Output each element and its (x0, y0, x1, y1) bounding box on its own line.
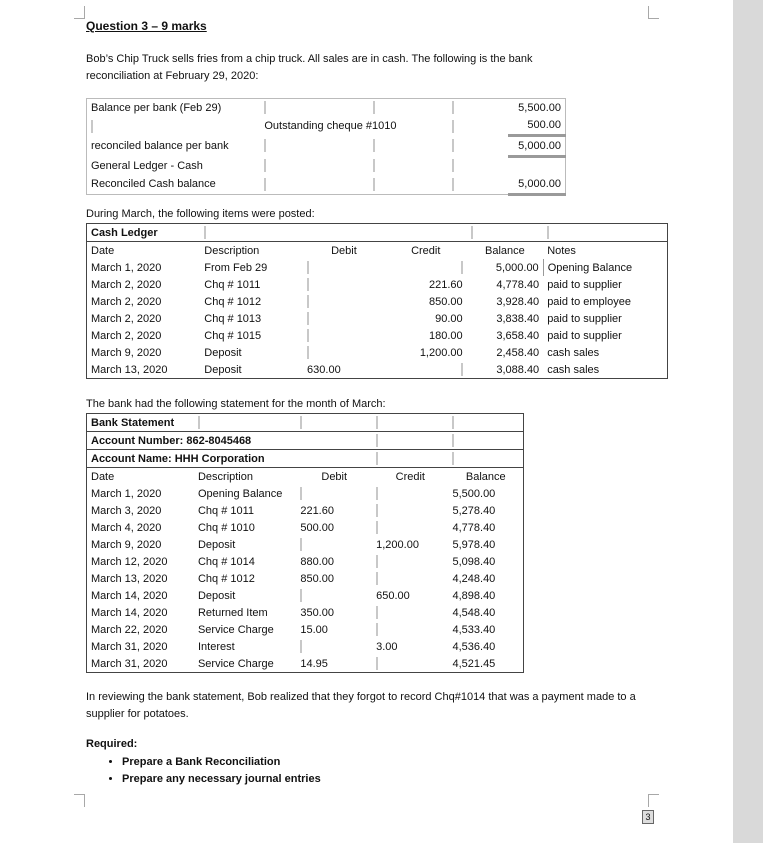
table-row (87, 450, 524, 468)
table-cell: cash sales (547, 346, 600, 359)
table-cell: 3,838.40 (496, 312, 540, 325)
table-cell: 2,458.40 (496, 346, 540, 359)
table-cell: 4,536.40 (452, 640, 496, 653)
rec-label (87, 117, 261, 136)
account-number: Account Number: 862-8045468 (91, 434, 252, 447)
rec-blank (369, 136, 449, 157)
table-cell: 4,548.40 (452, 606, 496, 619)
col-header: Description (204, 244, 260, 257)
table-cell (296, 587, 372, 604)
table-cell: 3,658.40 (496, 329, 540, 342)
table-cell: 5,500.00 (452, 487, 496, 500)
table-cell: 5,278.40 (452, 504, 496, 517)
account-name: Account Name: HHH Corporation (91, 452, 265, 465)
table-cell: Chq # 1014 (197, 555, 255, 568)
table-cell: 4,248.40 (452, 572, 496, 585)
table-cell (303, 327, 385, 344)
col-header: Debit (321, 470, 348, 483)
required-label: Required: (86, 738, 138, 750)
table-cell: 1,200.00 (419, 346, 463, 359)
rec-blank (448, 156, 508, 175)
rec-label: Reconciled Cash balance (91, 178, 216, 191)
table-row (87, 327, 668, 344)
col-header: Date (91, 244, 115, 257)
table-row (87, 117, 566, 136)
table-row (87, 553, 524, 570)
table-row (87, 621, 524, 638)
rec-blank (448, 117, 508, 136)
table-cell: March 31, 2020 (91, 657, 168, 670)
rec-amount: 5,000.00 (508, 136, 566, 157)
top-left-corner-mark (74, 6, 85, 19)
rec-middle (260, 156, 368, 175)
table-cell: 4,898.40 (452, 589, 496, 602)
table-cell: March 22, 2020 (91, 623, 168, 636)
table-cell (303, 293, 385, 310)
table-cell (303, 310, 385, 327)
table-cell: 1,200.00 (376, 538, 419, 551)
table-row (87, 604, 524, 621)
rec-blank (448, 99, 508, 117)
rec-label: reconciled balance per bank (91, 139, 229, 152)
table-cell: 850.00 (300, 572, 334, 585)
table-row (87, 519, 524, 536)
table-cell (296, 536, 372, 553)
table-cell: 3.00 (376, 640, 398, 653)
table-cell: paid to supplier (547, 312, 622, 325)
required-list (106, 754, 321, 788)
table-row (87, 570, 524, 587)
table-cell: March 2, 2020 (91, 278, 162, 291)
rec-middle (260, 175, 368, 194)
table-cell: Deposit (197, 538, 236, 551)
statement-title: Bank Statement (91, 416, 175, 429)
rec-blank (369, 99, 449, 117)
table-row (87, 99, 566, 117)
col-header: Credit (411, 244, 441, 257)
table-cell (303, 259, 385, 276)
bank-body (87, 485, 524, 673)
table-cell: Chq # 1012 (204, 295, 262, 308)
table-cell: Chq # 1010 (197, 521, 255, 534)
table-cell: 180.00 (428, 329, 463, 342)
table-cell: 500.00 (300, 521, 334, 534)
table-cell: paid to supplier (547, 329, 622, 342)
table-cell: Service Charge (197, 623, 274, 636)
rec-amount: 5,000.00 (508, 175, 566, 194)
bank-intro: The bank had the following statement for the month of March: (86, 398, 386, 410)
table-cell: Chq # 1011 (204, 278, 261, 291)
table-cell: cash sales (547, 363, 600, 376)
table-cell: paid to supplier (547, 278, 622, 291)
table-cell: 14.95 (300, 657, 328, 670)
table-cell (372, 519, 448, 536)
posted-intro: During March, the following items were posted: (86, 208, 315, 220)
table-header-row (87, 242, 668, 260)
table-row (87, 259, 668, 276)
table-cell: 4,778.40 (496, 278, 540, 291)
table-row (87, 536, 524, 553)
cash-ledger-table (86, 223, 668, 379)
table-header-row (87, 468, 524, 486)
table-row (87, 344, 668, 361)
table-cell: March 3, 2020 (91, 504, 162, 517)
col-header: Balance (465, 470, 506, 483)
review-paragraph: In reviewing the bank statement, Bob realized that they forgot to record Chq#1014 that was a payment made to a supplier for potatoes. (86, 691, 636, 720)
table-cell: Deposit (197, 589, 236, 602)
table-cell: March 4, 2020 (91, 521, 162, 534)
table-cell: Opening Balance (197, 487, 283, 500)
table-cell: Service Charge (197, 657, 274, 670)
table-cell: Returned Item (197, 606, 268, 619)
table-cell: Deposit (204, 363, 242, 376)
table-cell: March 14, 2020 (91, 589, 168, 602)
table-cell: 221.60 (428, 278, 463, 291)
table-cell: March 2, 2020 (91, 312, 162, 325)
table-row (87, 175, 566, 194)
rec-middle: Outstanding cheque #1010 (264, 120, 397, 132)
ledger-body (87, 259, 668, 379)
table-cell (372, 553, 448, 570)
rec-label: Balance per bank (Feb 29) (91, 101, 222, 114)
list-item: • Prepare a Bank Reconciliation (122, 754, 321, 771)
table-row (87, 361, 668, 379)
table-cell: March 1, 2020 (91, 261, 162, 274)
table-cell: March 31, 2020 (91, 640, 168, 653)
col-header: Credit (395, 470, 425, 483)
table-cell (372, 655, 448, 673)
table-cell: March 12, 2020 (91, 555, 168, 568)
table-cell (372, 621, 448, 638)
table-row (87, 276, 668, 293)
table-cell: Chq # 1011 (197, 504, 255, 517)
col-header: Date (91, 470, 115, 483)
table-cell (296, 638, 372, 655)
table-cell: Chq # 1015 (204, 329, 262, 342)
table-cell (303, 344, 385, 361)
table-cell (296, 485, 372, 502)
page-number: 3 (642, 810, 654, 824)
table-cell: 4,533.40 (452, 623, 496, 636)
rec-label: General Ledger - Cash (91, 159, 203, 172)
table-cell: March 13, 2020 (91, 363, 168, 376)
table-cell: paid to employee (547, 295, 631, 308)
table-cell: 630.00 (307, 363, 341, 376)
table-cell: March 9, 2020 (91, 346, 162, 359)
rec-amount: 500.00 (508, 117, 566, 136)
rec-blank (448, 136, 508, 157)
rec-blank (369, 175, 449, 194)
table-cell: Chq # 1013 (204, 312, 262, 325)
table-row (87, 587, 524, 604)
table-cell: 850.00 (428, 295, 463, 308)
table-cell: 90.00 (435, 312, 463, 325)
table-row (87, 224, 668, 242)
bottom-left-corner-mark (74, 794, 85, 807)
rec-blank (448, 175, 508, 194)
table-cell: 5,978.40 (452, 538, 496, 551)
table-row (87, 432, 524, 450)
rec-amount (508, 156, 566, 175)
col-header: Balance (485, 244, 525, 257)
intro-paragraph: Bob’s Chip Truck sells fries from a chip truck. All sales are in cash. The following is the bank reconciliation at February 29, 2020: (86, 53, 533, 82)
question-title: Question 3 – 9 marks (86, 19, 207, 33)
table-cell (303, 276, 385, 293)
table-cell: 15.00 (300, 623, 328, 636)
table-cell: March 1, 2020 (91, 487, 162, 500)
rec-middle (260, 99, 368, 117)
col-header: Description (197, 470, 253, 483)
table-cell: March 2, 2020 (91, 295, 162, 308)
col-header: Notes (547, 244, 576, 257)
table-cell: 3,928.40 (496, 295, 540, 308)
table-cell: March 2, 2020 (91, 329, 162, 342)
table-row (87, 655, 524, 673)
table-cell: Deposit (204, 346, 242, 359)
table-cell (385, 361, 467, 379)
table-cell (372, 485, 448, 502)
table-cell: 5,000.00 (495, 261, 539, 274)
ledger-title: Cash Ledger (91, 226, 158, 239)
rec-blank (369, 156, 449, 175)
table-cell: Chq # 1012 (197, 572, 255, 585)
table-cell: 5,098.40 (452, 555, 496, 568)
table-cell: Opening Balance (543, 259, 667, 276)
list-item: • Prepare any necessary journal entries (122, 771, 321, 788)
rec-amount: 5,500.00 (518, 101, 561, 114)
right-margin-scroll-area (733, 0, 763, 843)
table-cell: 3,088.40 (496, 363, 540, 376)
table-cell: March 9, 2020 (91, 538, 162, 551)
table-cell: March 14, 2020 (91, 606, 168, 619)
table-cell (372, 570, 448, 587)
top-right-corner-mark (648, 6, 659, 19)
table-cell: 4,521.45 (452, 657, 496, 670)
table-cell (385, 259, 467, 276)
table-cell (372, 502, 448, 519)
table-cell (372, 604, 448, 621)
table-row (87, 638, 524, 655)
table-row (87, 136, 566, 157)
table-cell: 880.00 (300, 555, 334, 568)
table-row (87, 310, 668, 327)
table-cell: March 13, 2020 (91, 572, 168, 585)
table-row (87, 414, 524, 432)
col-header: Debit (331, 244, 357, 257)
table-cell: Interest (197, 640, 235, 653)
rec-middle (260, 136, 368, 157)
feb-reconciliation-table (86, 98, 566, 196)
table-row (87, 293, 668, 310)
table-cell: 221.60 (300, 504, 334, 517)
table-cell: 650.00 (376, 589, 410, 602)
bank-statement-table (86, 413, 524, 673)
table-row (87, 485, 524, 502)
table-cell: From Feb 29 (204, 261, 268, 274)
table-row (87, 502, 524, 519)
table-cell: 350.00 (300, 606, 334, 619)
table-cell: 4,778.40 (452, 521, 496, 534)
table-row (87, 156, 566, 175)
bottom-right-corner-mark (648, 794, 659, 807)
